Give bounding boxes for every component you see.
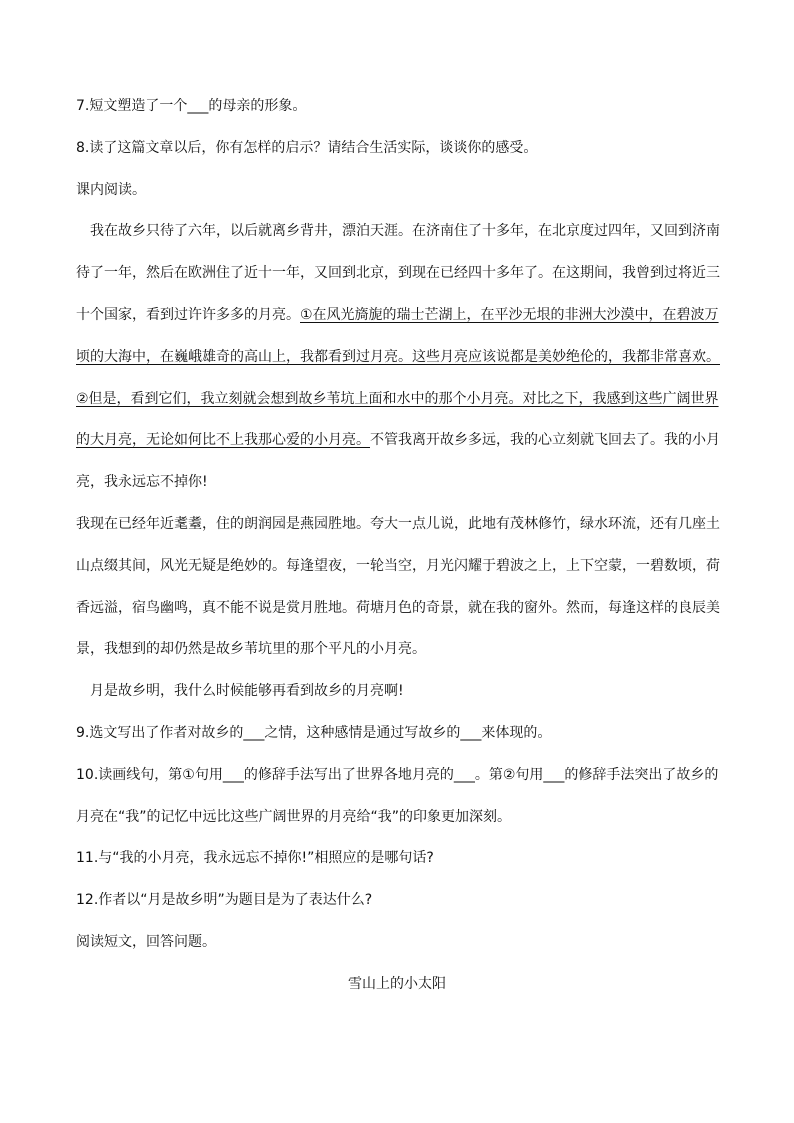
passage-line-2: 待了一年，然后在欧洲住了近十一年，又回到北京，到现在已经四十多年了。在这期间，我曾到过将近三: [76, 265, 720, 282]
question-10-line-1: 10.读画线句，第①句用___的修辞手法写出了世界各地月亮的___。第②句用___的修辞手法突出了故乡的: [76, 766, 719, 783]
question-7: 7.短文塑造了一个___的母亲的形象。: [76, 98, 307, 114]
question-8: 8.读了这篇文章以后，你有怎样的启示？请结合生活实际，谈谈你的感受。: [76, 139, 538, 156]
section-label: 课内阅读。: [76, 181, 146, 198]
article-title: 雪山上的小太阳: [348, 975, 446, 992]
underlined-sentence-1: ①在风光旖旎的瑞士芒湖上，在平沙无垠的非洲大沙漠中，在碧波万: [300, 306, 719, 323]
question-11: 11.与“我的小月亮，我永远忘不掉你!”相照应的是哪句话?: [76, 850, 434, 867]
question-9: 9.选文写出了作者对故乡的___之情，这种感情是通过写故乡的___来体现的。: [76, 724, 552, 741]
passage-line-5: [76, 379, 718, 421]
passage-line-4: [76, 337, 718, 379]
passage-line-6: [76, 420, 718, 462]
paragraph-2-line-1: 我现在已经年近耄耋，住的朗润园是燕园胜地。夸大一点儿说，此地有茂林修竹，绿水环流，还有几座土: [76, 515, 720, 532]
passage-line-3: [76, 295, 718, 337]
passage-text: 十个国家，看到过许许多多的月亮。: [76, 306, 300, 323]
passage-line-1: 我在故乡只待了六年，以后就离乡背井，漂泊天涯。在济南住了十多年，在北京度过四年，又回到济南: [90, 223, 720, 240]
passage-line-7: 亮，我永远忘不掉你!: [76, 474, 208, 491]
paragraph-2-line-4: 景，我想到的却仍然是故乡苇坑里的那个平凡的小月亮。: [76, 641, 426, 658]
underlined-sentence-2: ②但是，看到它们，我立刻就会想到故乡苇坑上面和水中的那个小月亮。对比之下，我感到这些广阔世界: [76, 390, 719, 407]
passage-text: 不管我离开故乡多远，我的心立刻就飞回去了。我的小月: [370, 432, 720, 449]
underlined-sentence-2-cont: 的大月亮，无论如何比不上我那心爱的小月亮。: [76, 432, 370, 449]
question-10-line-2: 月亮在“我”的记忆中远比这些广阔世界的月亮给“我”的印象更加深刻。: [76, 808, 512, 825]
paragraph-3: 月是故乡明，我什么时候能够再看到故乡的月亮啊!: [90, 683, 404, 700]
reading-instruction: 阅读短文，回答问题。: [76, 933, 216, 950]
paragraph-2-line-3: 香远溢，宿鸟幽鸣，真不能不说是赏月胜地。荷塘月色的奇景，就在我的窗外。然而，每逢这样的良辰美: [76, 599, 720, 616]
paragraph-2-line-2: 山点缀其间，风光无疑是绝妙的。每逢望夜，一轮当空，月光闪耀于碧波之上，上下空蒙，一碧数顷，荷: [76, 557, 720, 574]
question-12: 12.作者以“月是故乡明”为题目是为了表达什么?: [76, 892, 373, 909]
underlined-sentence-1-cont: 顷的大海中，在巍峨雄奇的高山上，我都看到过月亮。这些月亮应该说都是美妙绝伦的，我都非常喜欢。: [76, 348, 720, 365]
